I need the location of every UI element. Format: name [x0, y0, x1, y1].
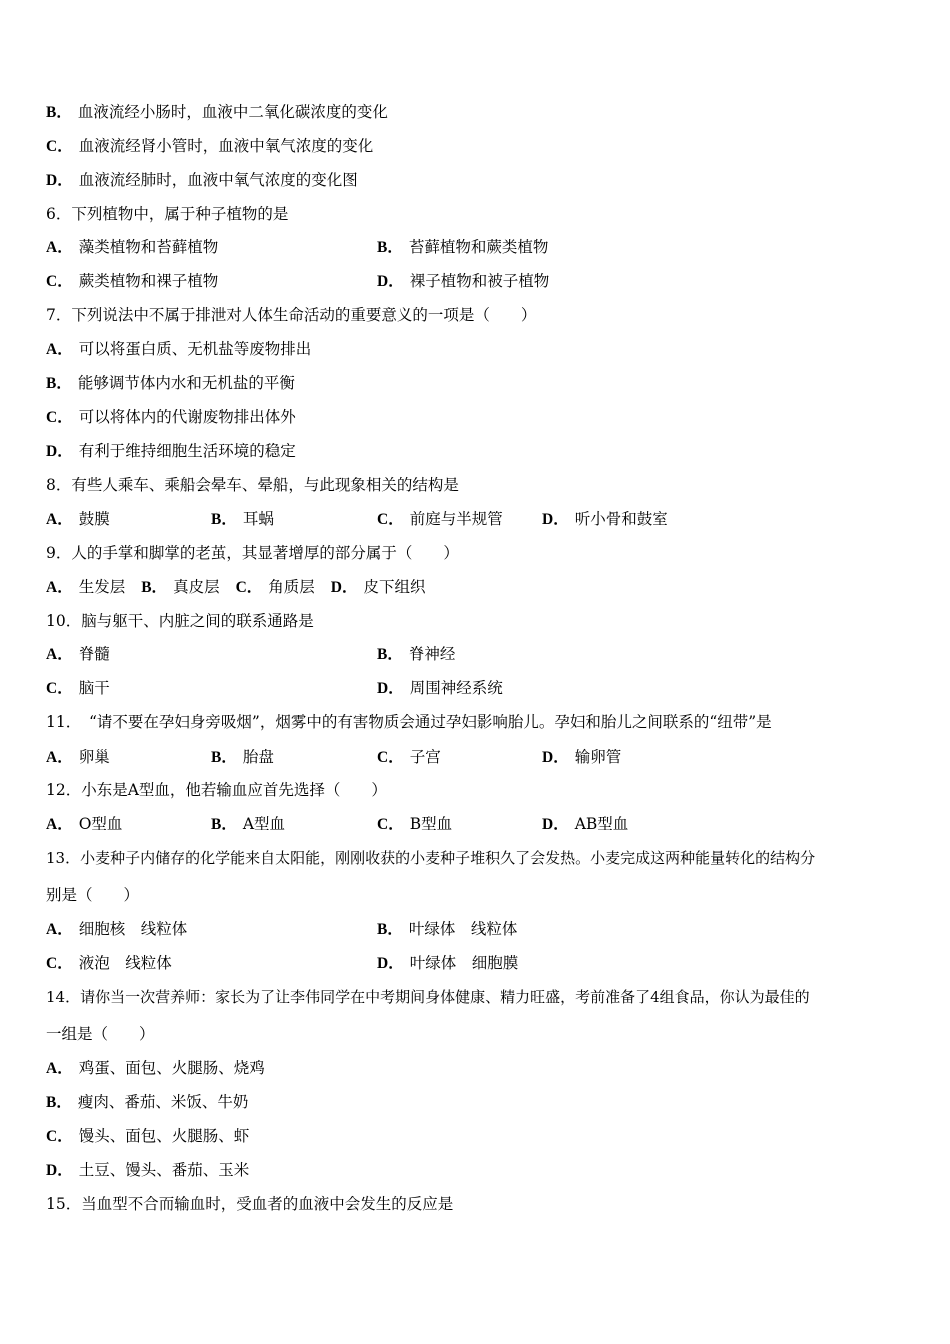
- q12-stem: 12．小东是A型血，他若输血应首先选择（ ）: [46, 781, 387, 799]
- q13-stem-line2: 别是（ ）: [46, 886, 140, 904]
- option-text: 细胞核 线粒体: [78, 920, 188, 938]
- option-label: D．: [377, 680, 404, 697]
- option-text: 馒头、面包、火腿肠、虾: [78, 1127, 250, 1145]
- option-text: 血液流经肺时，血液中氧气浓度的变化图: [78, 171, 358, 189]
- q8-option-a: [46, 509, 110, 530]
- q9-stem: 9．人的手掌和脚掌的老茧，其显著增厚的部分属于（ ）: [46, 544, 459, 562]
- option-label: B．: [46, 1094, 72, 1111]
- option-text: 皮下组织: [363, 578, 426, 596]
- q10-option-c: [46, 678, 110, 699]
- q6-option-a: [46, 237, 218, 258]
- option-label: D．: [542, 511, 569, 528]
- q9-option-c: [236, 578, 315, 596]
- q8-stem: 8．有些人乘车、乘船会晕车、晕船，与此现象相关的结构是: [46, 476, 459, 494]
- option-label: D．: [542, 749, 569, 766]
- option-label: C．: [235, 579, 263, 596]
- option-text: B型血: [409, 815, 453, 833]
- option-text: AB型血: [574, 815, 629, 833]
- option-text: 裸子植物和被子植物: [409, 272, 550, 290]
- option-label: C．: [46, 680, 73, 697]
- q11-option-c: [377, 747, 441, 768]
- q14-stem-line1: 14．请你当一次营养师：家长为了让李伟同学在中考期间身体健康、精力旺盛，考前准备了4组食品，你认为最佳的: [46, 988, 810, 1006]
- option-text: 叶绿体 细胞膜: [409, 954, 519, 972]
- option-label: B．: [211, 816, 237, 833]
- option-label: A．: [46, 579, 73, 596]
- q8-option-c: [377, 509, 503, 530]
- option-text: 鼓膜: [78, 510, 110, 528]
- q12-option-d: [542, 814, 628, 835]
- option-text: 真皮层: [173, 578, 220, 596]
- option-label: C．: [377, 749, 404, 766]
- option-text: 脊髓: [78, 645, 110, 663]
- option-text: 藻类植物和苔藓植物: [78, 238, 219, 256]
- option-label: D．: [330, 579, 358, 596]
- option-label: C．: [46, 138, 73, 155]
- option-label: A．: [46, 749, 73, 766]
- q10-stem: 10．脑与躯干、内脏之间的联系通路是: [46, 612, 314, 630]
- q11-option-d: [542, 747, 621, 768]
- option-label: C．: [46, 273, 73, 290]
- q13-stem-line1: 13．小麦种子内储存的化学能来自太阳能，刚刚收获的小麦种子堆积久了会发热。小麦完成这两种能量转化的结构分: [46, 849, 816, 867]
- q14-option-d: [46, 1160, 249, 1181]
- q12-option-a: [46, 814, 122, 835]
- q13-option-a: [46, 919, 187, 940]
- q7-option-a: [46, 339, 311, 360]
- q9-option-b: [141, 578, 219, 596]
- q10-option-b: [377, 644, 455, 665]
- option-label: A．: [46, 511, 73, 528]
- q9-option-d: [331, 578, 426, 596]
- q5-option-b: [46, 102, 388, 123]
- option-text: 胎盘: [242, 748, 274, 766]
- q14-stem-line2: 一组是（ ）: [46, 1025, 155, 1043]
- option-label: D．: [377, 955, 404, 972]
- q7-option-d: [46, 441, 296, 462]
- option-text: 前庭与半规管: [409, 510, 503, 528]
- option-label: A．: [46, 341, 73, 358]
- q11-stem: 11． “请不要在孕妇身旁吸烟”，烟雾中的有害物质会通过孕妇影响胎儿。孕妇和胎儿之间联系的“纽带”是: [46, 713, 772, 731]
- option-text: 脊神经: [408, 645, 456, 663]
- option-text: 血液流经小肠时，血液中二氧化碳浓度的变化: [77, 103, 388, 121]
- q12-option-c: [377, 814, 452, 835]
- q6-option-d: [377, 271, 549, 292]
- option-text: 能够调节体内水和无机盐的平衡: [77, 374, 295, 392]
- option-text: 生发层: [78, 578, 126, 596]
- q14-option-b: [46, 1092, 248, 1113]
- option-text: 有利于维持细胞生活环境的稳定: [78, 442, 296, 460]
- option-label: B．: [211, 511, 237, 528]
- option-text: 土豆、馒头、番茄、玉米: [78, 1161, 250, 1179]
- option-text: 耳蜗: [242, 510, 274, 528]
- q14-option-c: [46, 1126, 249, 1147]
- q6-option-b: [377, 237, 548, 258]
- q15-stem: 15．当血型不合而输血时，受血者的血液中会发生的反应是: [46, 1195, 454, 1213]
- q11-option-a: [46, 747, 110, 768]
- q5-option-d: [46, 170, 358, 191]
- q6-option-c: [46, 271, 218, 292]
- option-label: B．: [211, 749, 237, 766]
- q8-option-b: [211, 509, 274, 530]
- option-text: O型血: [78, 815, 123, 833]
- option-label: A．: [46, 1060, 73, 1077]
- option-text: 鸡蛋、面包、火腿肠、烧鸡: [78, 1059, 265, 1077]
- option-label: B．: [377, 646, 403, 663]
- option-text: 角质层: [268, 578, 315, 596]
- option-label: C．: [46, 1128, 73, 1145]
- option-label: A．: [46, 646, 73, 663]
- q13-option-b: [377, 919, 517, 940]
- option-text: 瘦肉、番茄、米饭、牛奶: [77, 1093, 249, 1111]
- option-label: B．: [377, 921, 403, 938]
- option-label: A．: [46, 921, 73, 938]
- option-label: D．: [46, 443, 73, 460]
- option-text: 子宫: [409, 748, 441, 766]
- option-label: C．: [46, 409, 73, 426]
- q9-options: [46, 577, 426, 598]
- option-text: 周围神经系统: [409, 679, 503, 697]
- q7-stem: 7．下列说法中不属于排泄对人体生命活动的重要意义的一项是（ ）: [46, 306, 537, 324]
- option-text: 液泡 线粒体: [78, 954, 172, 972]
- option-label: C．: [46, 955, 73, 972]
- q6-stem: 6．下列植物中，属于种子植物的是: [46, 205, 289, 223]
- q13-option-c: [46, 953, 172, 974]
- option-label: B．: [46, 104, 72, 121]
- q14-option-a: [46, 1058, 265, 1079]
- option-label: B．: [377, 239, 403, 256]
- option-text: 脑干: [78, 679, 110, 697]
- option-text: 可以将体内的代谢废物排出体外: [78, 408, 296, 426]
- q10-option-d: [377, 678, 503, 699]
- option-text: 听小骨和鼓室: [574, 510, 668, 528]
- option-label: C．: [377, 511, 404, 528]
- option-label: B．: [46, 375, 72, 392]
- option-label: D．: [542, 816, 569, 833]
- option-text: 输卵管: [574, 748, 622, 766]
- option-label: D．: [377, 273, 404, 290]
- q5-option-c: [46, 136, 373, 157]
- option-label: C．: [377, 816, 404, 833]
- option-text: 卵巢: [78, 748, 110, 766]
- q7-option-c: [46, 407, 296, 428]
- q9-option-a: [46, 578, 125, 596]
- q7-option-b: [46, 373, 295, 394]
- option-label: A．: [46, 816, 73, 833]
- option-text: 血液流经肾小管时，血液中氧气浓度的变化: [78, 137, 374, 155]
- option-text: 叶绿体 线粒体: [408, 920, 518, 938]
- q11-option-b: [211, 747, 274, 768]
- option-label: D．: [46, 172, 73, 189]
- option-text: 蕨类植物和裸子植物: [78, 272, 219, 290]
- q12-option-b: [211, 814, 285, 835]
- q13-option-d: [377, 953, 518, 974]
- q8-option-d: [542, 509, 668, 530]
- option-label: B．: [141, 579, 168, 596]
- q10-option-a: [46, 644, 110, 665]
- option-label: D．: [46, 1162, 73, 1179]
- option-label: A．: [46, 239, 73, 256]
- option-text: A型血: [242, 815, 286, 833]
- option-text: 苔藓植物和蕨类植物: [408, 238, 549, 256]
- option-text: 可以将蛋白质、无机盐等废物排出: [78, 340, 312, 358]
